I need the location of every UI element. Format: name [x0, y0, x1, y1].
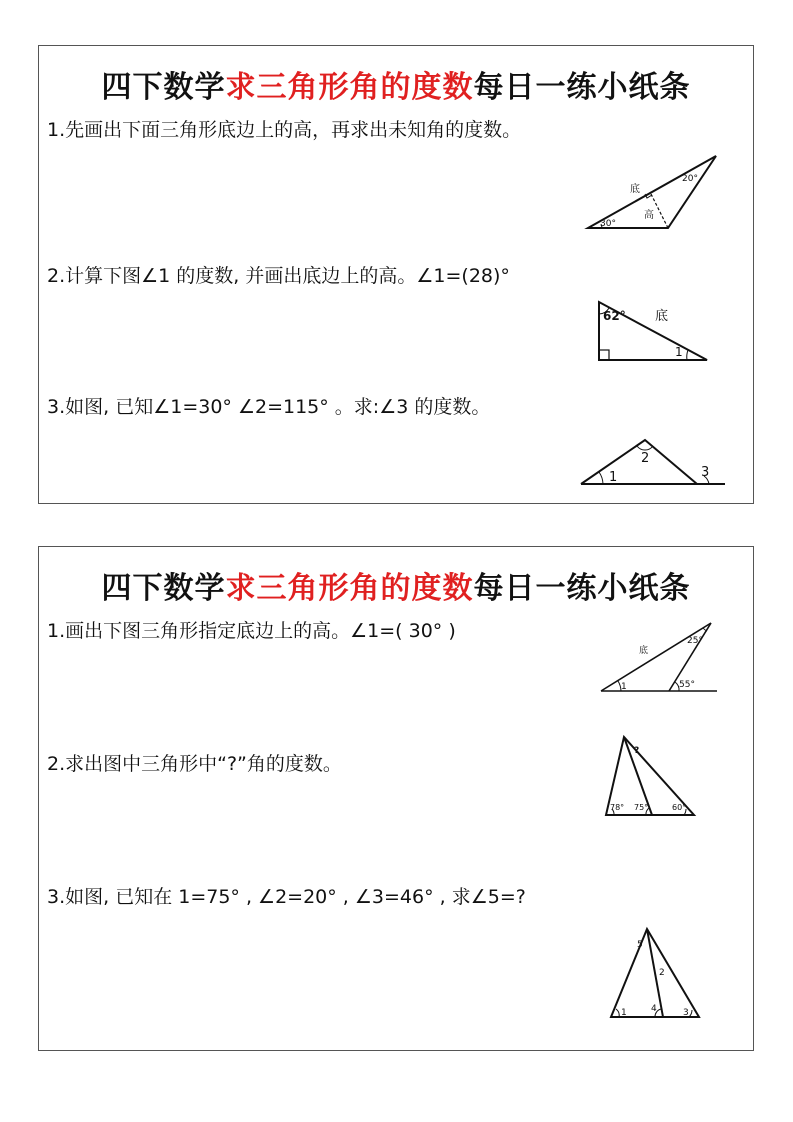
- worksheet-card-1: [38, 45, 754, 504]
- question-3: 3.如图, 已知在 1=75° , ∠2=20° , ∠3=46° , 求∠5=?: [47, 886, 526, 908]
- figure-exterior-angle: [579, 436, 729, 488]
- label-base: 底: [630, 184, 640, 195]
- label-angle-60: 60°: [672, 803, 687, 812]
- question-3: 3.如图, 已知∠1=30° ∠2=115° 。求:∠3 的度数。: [47, 396, 491, 418]
- label-angle-3: 3: [701, 465, 710, 480]
- title-highlight: 求三角形角的度数: [225, 571, 474, 606]
- label-angle-55: 55°: [679, 680, 695, 690]
- label-height: 高: [644, 210, 654, 221]
- label-base: 底: [639, 646, 649, 656]
- label-angle-question: ?: [634, 746, 640, 756]
- label-angle-1: 1: [621, 1008, 627, 1018]
- label-angle-3: 3: [683, 1008, 689, 1018]
- label-angle-25: 25°: [687, 636, 703, 646]
- label-angle-2: 2: [659, 968, 665, 978]
- label-angle-62: 62°: [603, 309, 626, 323]
- label-angle-4: 4: [651, 1004, 657, 1014]
- label-angle-78: 78°: [610, 803, 625, 812]
- card-title: [39, 563, 753, 607]
- figure-split-triangle: [602, 733, 698, 819]
- label-angle-1: 1: [675, 345, 683, 359]
- title-suffix: 每日一练小纸条: [473, 571, 691, 606]
- figure-triangle-height: [584, 152, 724, 232]
- title-prefix: 四下数学: [101, 70, 226, 105]
- label-angle-1: 1: [621, 682, 627, 692]
- question-1: 1.先画出下面三角形底边上的高，再求出未知角的度数。: [47, 119, 522, 141]
- label-angle-20: 20°: [682, 174, 698, 184]
- label-angle-75: 75°: [634, 803, 649, 812]
- question-2: 2.求出图中三角形中“?”角的度数。: [47, 753, 342, 775]
- label-angle-2: 2: [641, 451, 650, 466]
- label-angle-30: 30°: [600, 219, 616, 229]
- figure-obtuse-triangle: [599, 619, 719, 695]
- worksheet-card-2: [38, 546, 754, 1051]
- title-prefix: 四下数学: [101, 571, 226, 606]
- figure-cevian-triangle: [607, 925, 703, 1021]
- label-angle-1: 1: [609, 470, 618, 485]
- label-base: 底: [655, 309, 669, 324]
- title-highlight: 求三角形角的度数: [225, 70, 474, 105]
- question-1: 1.画出下图三角形指定底边上的高。∠1=( 30° ): [47, 620, 456, 642]
- title-suffix: 每日一练小纸条: [473, 70, 691, 105]
- question-2: 2.计算下图∠1 的度数, 并画出底边上的高。∠1=(28)°: [47, 265, 510, 287]
- card-title: [39, 62, 753, 106]
- figure-right-triangle: [595, 298, 715, 364]
- label-angle-5: 5: [637, 940, 643, 950]
